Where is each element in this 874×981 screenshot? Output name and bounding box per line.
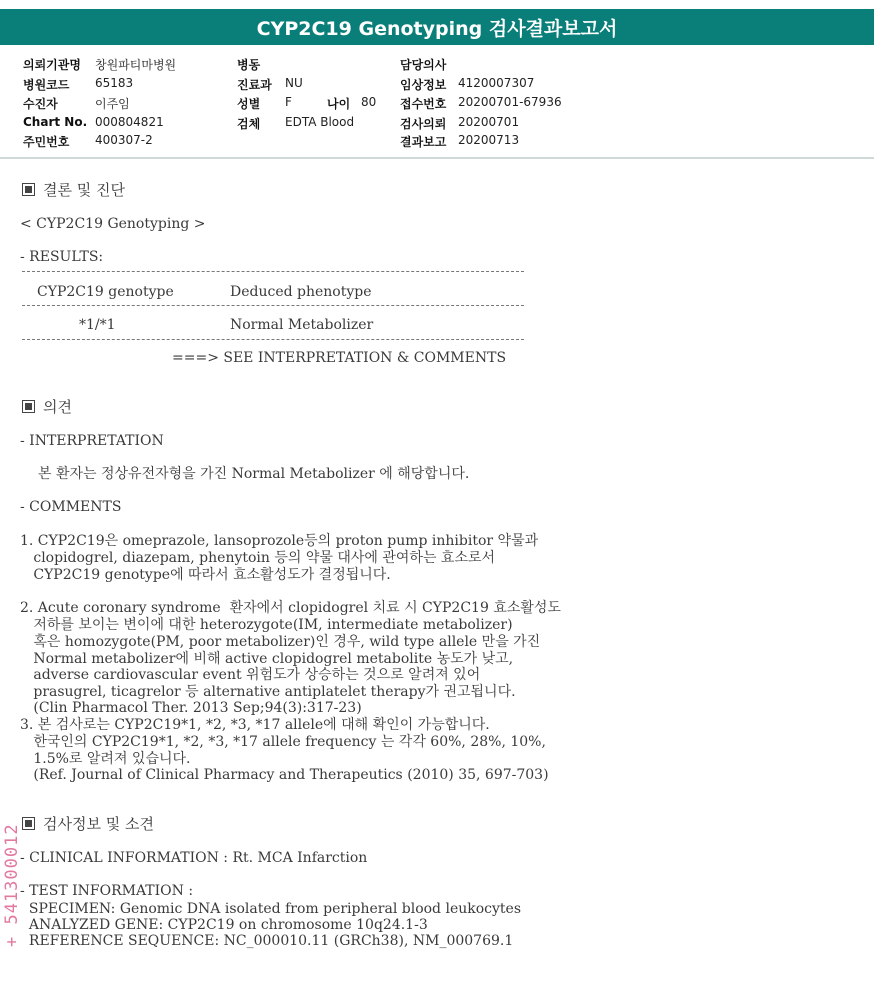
square-bullet-icon <box>22 183 35 196</box>
clinical-information: - CLINICAL INFORMATION : Rt. MCA Infarction <box>20 850 368 866</box>
results-label: - RESULTS: <box>20 249 104 265</box>
comment-3-line: 3. 본 검사로는 CYP2C19*1, *2, *3, *17 allele에 대해 확인이 가능합니다. <box>20 717 490 733</box>
label-hospital-code: 병원코드 <box>23 78 70 92</box>
square-bullet-icon <box>22 817 35 830</box>
comment-1-line: clopidogrel, diazepam, phenytoin 등의 약물 대사에 관여하는 효소로서 <box>20 550 496 566</box>
value-chart-no: 000804821 <box>95 115 164 129</box>
phenotype-value: Normal Metabolizer <box>230 317 374 333</box>
comment-3-line: (Ref. Journal of Clinical Pharmacy and Therapeutics (2010) 35, 697-703) <box>20 767 549 783</box>
report-body <box>0 160 874 981</box>
label-ward: 병동 <box>237 58 261 72</box>
section-conclusion-heading: 결론 및 진단 <box>22 182 125 198</box>
comment-3-line: 한국인의 CYP2C19*1, *2, *3, *17 allele frequency 는 각각 60%, 28%, 10%, <box>20 734 546 750</box>
value-age: 80 <box>361 95 377 109</box>
comment-1-line: CYP2C19 genotype에 따라서 효소활성도가 결정됩니다. <box>20 567 391 583</box>
value-clinical-info: 4120007307 <box>458 76 535 90</box>
label-patient: 수진자 <box>23 97 58 111</box>
vertical-stamp-number: + 541300012 <box>2 823 22 947</box>
label-institution: 의뢰기관명 <box>23 58 81 72</box>
comment-2-line: (Clin Pharmacol Ther. 2013 Sep;94(3):317-23) <box>20 700 362 716</box>
comment-2-line: 2. Acute coronary syndrome 환자에서 clopidogrel 치료 시 CYP2C19 효소활성도 <box>20 600 561 616</box>
value-department: NU <box>285 76 303 90</box>
value-sex: F <box>285 95 292 109</box>
value-hospital-code: 65183 <box>95 76 134 90</box>
value-report-date: 20200713 <box>458 133 520 147</box>
comment-2-line: prasugrel, ticagrelor 등 alternative antiplatelet therapy가 권고됩니다. <box>20 684 516 700</box>
patient-header <box>0 45 874 159</box>
divider <box>22 339 524 340</box>
test-information-label: - TEST INFORMATION : <box>20 883 194 899</box>
section-opinion-heading: 의견 <box>22 399 72 415</box>
square-bullet-icon <box>22 400 35 413</box>
comment-2-line: 저하를 보이는 변이에 대한 heterozygote(IM, intermediate metabolizer) <box>20 617 513 633</box>
value-receipt-no: 20200701-67936 <box>458 95 562 109</box>
comment-2-line: Normal metabolizer에 비해 active clopidogrel metabolite 농도가 낮고, <box>20 651 514 667</box>
interpretation-label: - INTERPRETATION <box>20 433 164 449</box>
comment-1-line: 1. CYP2C19은 omeprazole, lansoprozole등의 proton pump inhibitor 약물과 <box>20 533 539 549</box>
comments-label: - COMMENTS <box>20 499 122 515</box>
divider <box>22 271 524 272</box>
label-report-date: 결과보고 <box>400 135 447 149</box>
label-chart-no: Chart No. <box>23 115 88 129</box>
label-sex: 성별 <box>237 97 261 111</box>
analyzed-gene: ANALYZED GENE: CYP2C19 on chromosome 10q24.1-3 <box>20 917 428 933</box>
column-header-phenotype: Deduced phenotype <box>230 284 372 300</box>
specimen-info: SPECIMEN: Genomic DNA isolated from peripheral blood leukocytes <box>20 901 521 917</box>
label-request-date: 검사의뢰 <box>400 117 447 131</box>
see-note: ===> SEE INTERPRETATION & COMMENTS <box>172 350 507 366</box>
label-age: 나이 <box>327 97 351 111</box>
test-name: < CYP2C19 Genotyping > <box>20 216 206 232</box>
value-specimen: EDTA Blood <box>285 115 355 129</box>
label-department: 진료과 <box>237 78 272 92</box>
comment-3-line: 1.5%로 알려져 있습니다. <box>20 751 191 767</box>
section-test-info-heading: 검사정보 및 소견 <box>22 816 154 832</box>
comment-2-line: adverse cardiovascular event 위험도가 상승하는 것으로 알려져 있어 <box>20 667 481 683</box>
label-doctor: 담당의사 <box>400 58 447 72</box>
column-header-genotype: CYP2C19 genotype <box>37 284 174 300</box>
value-resident-no: 400307-2 <box>95 133 153 147</box>
genotype-value: *1/*1 <box>79 317 116 333</box>
label-specimen: 검체 <box>237 117 261 131</box>
value-patient: 이주임 <box>95 97 130 111</box>
reference-sequence: REFERENCE SEQUENCE: NC_000010.11 (GRCh38), NM_000769.1 <box>20 933 514 949</box>
value-request-date: 20200701 <box>458 115 520 129</box>
divider <box>22 305 524 306</box>
value-institution: 창원파티마병원 <box>95 58 177 72</box>
label-receipt-no: 접수번호 <box>400 97 447 111</box>
interpretation-text: 본 환자는 정상유전자형을 가진 Normal Metabolizer 에 해당합니다. <box>38 466 470 482</box>
label-resident-no: 주민번호 <box>23 135 70 149</box>
report-title: CYP2C19 Genotyping 검사결과보고서 <box>0 9 874 45</box>
label-clinical-info: 임상정보 <box>400 78 447 92</box>
comment-2-line: 혹은 homozygote(PM, poor metabolizer)인 경우, wild type allele 만을 가진 <box>20 634 541 650</box>
